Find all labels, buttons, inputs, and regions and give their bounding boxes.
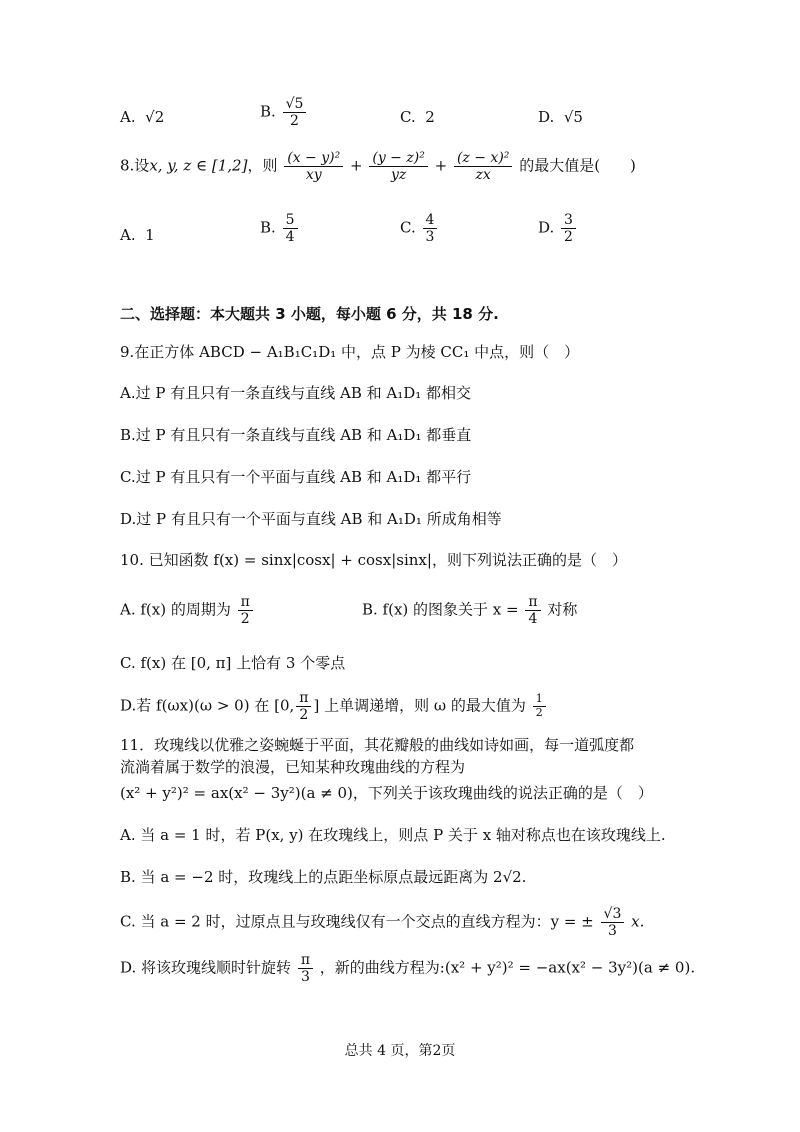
fraction: $\frac{3}{2}$ xyxy=(561,212,576,245)
fraction xyxy=(283,96,307,129)
fraction: $\frac{\pi}{2}$ xyxy=(296,690,311,723)
q9-option-d: D.过 P 有且只有一个平面与直线 AB 和 A₁D₁ 所成角相等 xyxy=(120,510,502,528)
q11-stem-line1: 11．玫瑰线以优雅之姿蜿蜒于平面，其花瓣般的曲线如诗如画，每一道弧度都 xyxy=(120,736,635,754)
fraction: $\frac{\text{(z − x)²}}{zx}$ xyxy=(454,150,512,183)
section-heading: 二、选择题：本大题共 3 小题，每小题 6 分，共 18 分. xyxy=(120,305,499,323)
fraction: $\frac{\pi}{3}$ xyxy=(298,952,313,985)
q10-option-c: C. f(x) 在 [0, π] 上恰有 3 个零点 xyxy=(120,654,346,672)
q7-option-a xyxy=(120,108,164,126)
q7-option-b xyxy=(260,96,308,129)
q11-stem-line2: 流淌着属于数学的浪漫，已知某种玫瑰曲线的方程为 xyxy=(120,758,466,776)
fraction: $\frac{\pi}{4}$ xyxy=(525,594,540,627)
q10-option-b: B. f(x) 的图象关于 x = $\frac{\pi}{4}$ 对称 xyxy=(362,594,578,628)
q11-option-d: D. 将该玫瑰线顺时针旋转 $\frac{\pi}{3}$ ，新的曲线方程为:(x² + y²)² = −ax(x² − 3y²)(a ≠ 0). xyxy=(120,952,696,986)
q9-option-a: A.过 P 有且只有一条直线与直线 AB 和 A₁D₁ 都相交 xyxy=(120,384,472,402)
q11-option-a: A. 当 a = 1 时，若 P(x, y) 在玫瑰线上，则点 P 关于 x 轴对称点也在该玫瑰线上. xyxy=(120,826,666,844)
q9-option-c: C.过 P 有且只有一个平面与直线 AB 和 A₁D₁ 都平行 xyxy=(120,468,472,486)
fraction: $\frac{1}{2}$ xyxy=(533,693,546,719)
numerator: √5 xyxy=(283,96,307,113)
option-label: C. xyxy=(400,108,416,126)
fraction: $\frac{\pi}{2}$ xyxy=(238,594,253,627)
page-footer: 总共 4 页，第2页 xyxy=(344,1043,456,1059)
q10-stem: 10. 已知函数 f(x) = sinx|cosx| + cosx|sinx|，则下列说法正确的是（ ） xyxy=(120,551,627,569)
q8-option-a: A. 1 xyxy=(120,226,155,244)
fraction: $\frac{\text{(y − z)²}}{yz}$ xyxy=(369,150,427,183)
fraction: $\frac{5}{4}$ xyxy=(283,212,298,245)
q8-option-c: C. $\frac{4}{3}$ xyxy=(400,212,439,245)
option-label: B. xyxy=(260,102,276,121)
q9-option-b: B.过 P 有且只有一条直线与直线 AB 和 A₁D₁ 都垂直 xyxy=(120,426,472,444)
q11-option-c: C. 当 a = 2 时，过原点且与玫瑰线仅有一个交点的直线方程为：y = ± $\frac{√3}{3}$ x. xyxy=(120,906,645,940)
fraction: $\frac{4}{3}$ xyxy=(423,212,438,245)
fraction: $\frac{√3}{3}$ xyxy=(601,906,625,939)
q10-option-d: D.若 f(ωx)(ω > 0) 在 [0, $\frac{\pi}{2}$ ] 上单调递增，则 ω 的最大值为 $\frac{1}{2}$ xyxy=(120,690,548,723)
q7-option-c xyxy=(400,108,435,126)
q8-stem: 8.设x, y, z ∈ [1,2]，则 $\frac{\text{(x − y)²}}{xy}$ + $\frac{\text{(y − z)²}}{yz}$ + $\frac{\text{(z − x)²}}{zx}$ 的最大值是( ) xyxy=(120,150,636,184)
q7-option-d xyxy=(538,108,583,126)
q8-option-d: D. $\frac{3}{2}$ xyxy=(538,212,578,245)
denominator: 2 xyxy=(290,113,299,130)
q11-stem-line3: (x² + y²)² = ax(x² − 3y²)(a ≠ 0)，下列关于该玫瑰曲线的说法正确的是（ ） xyxy=(120,784,653,802)
option-value: √2 xyxy=(145,108,165,126)
q8-option-b: B. $\frac{5}{4}$ xyxy=(260,212,300,245)
q9-stem: 9.在正方体 ABCD − A₁B₁C₁D₁ 中，点 P 为棱 CC₁ 中点，则（ ） xyxy=(120,343,580,361)
q11-option-b: B. 当 a = −2 时，玫瑰线上的点距坐标原点最远距离为 2√2. xyxy=(120,868,527,886)
option-value: 2 xyxy=(425,108,435,126)
option-label: D. xyxy=(538,108,555,126)
option-label: A. xyxy=(120,108,136,126)
q10-option-a: A. f(x) 的周期为 $\frac{\pi}{2}$ xyxy=(120,594,255,627)
fraction: $\frac{\text{(x − y)²}}{xy}$ xyxy=(284,150,343,183)
option-value: √5 xyxy=(563,108,583,126)
